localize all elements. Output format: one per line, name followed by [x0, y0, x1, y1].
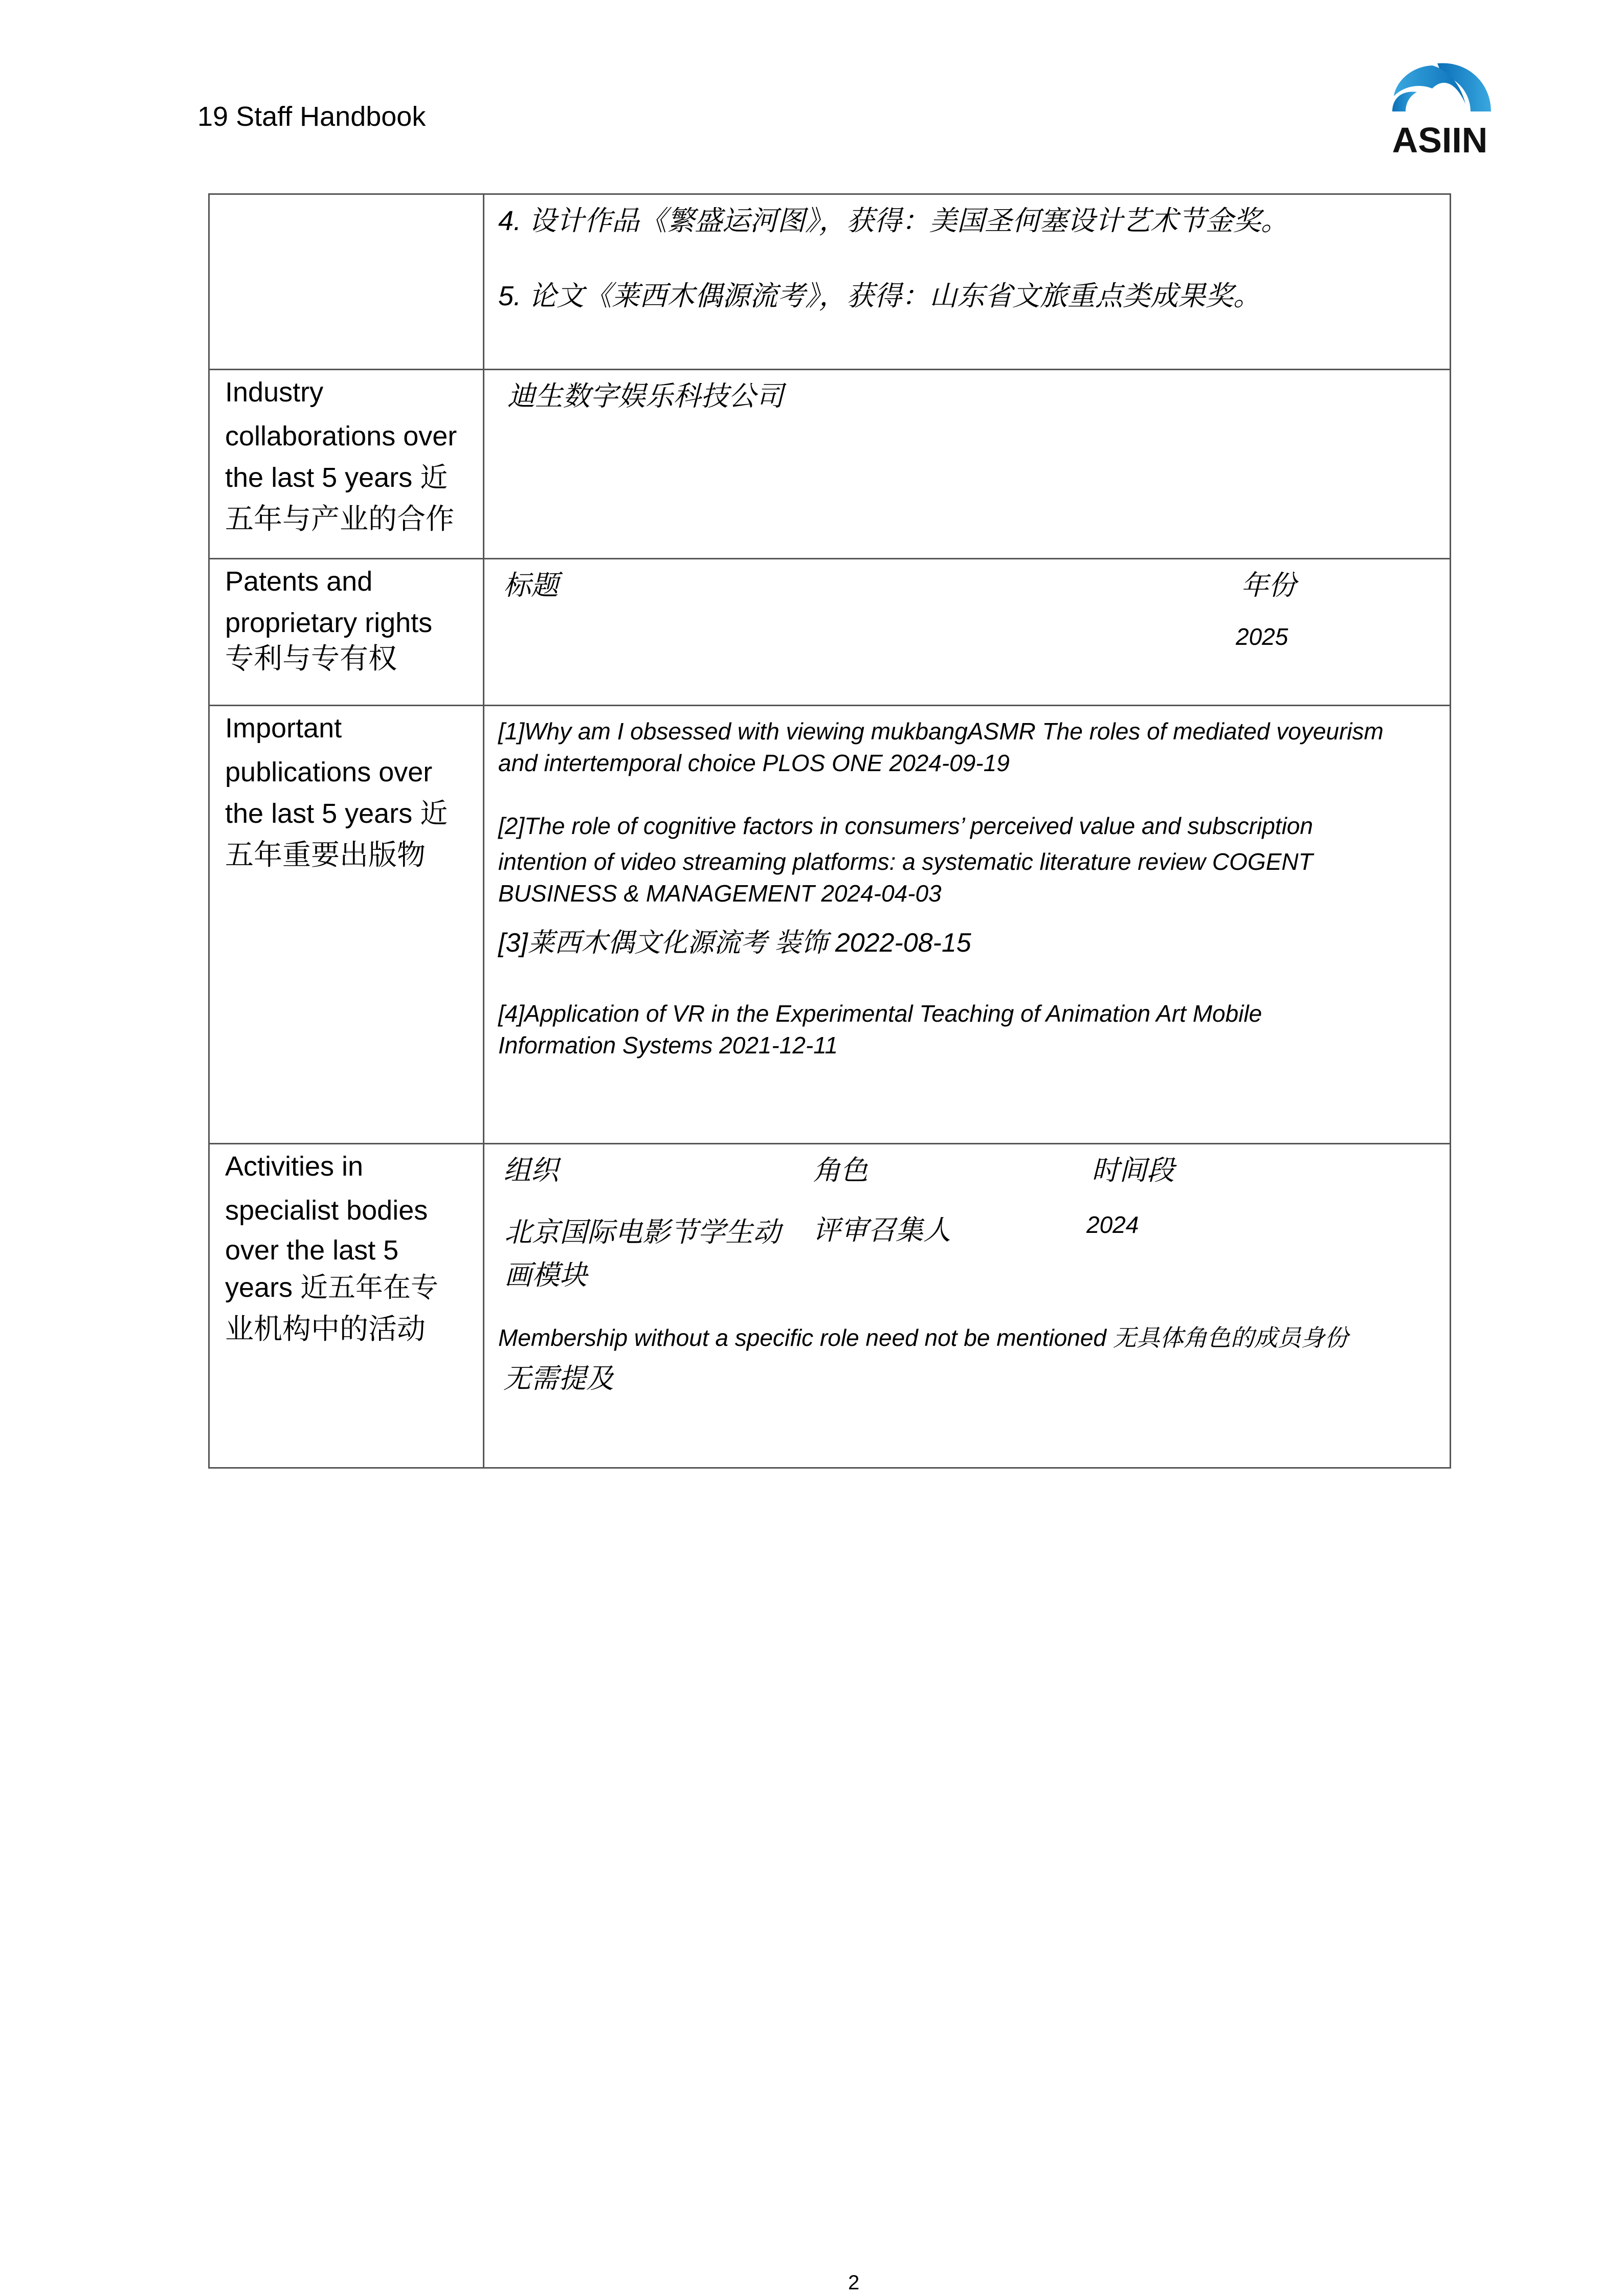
industry-label: [225, 370, 476, 541]
activities-org-value: [504, 1211, 781, 1297]
publication-item: [498, 715, 1434, 779]
table-row-activities: [210, 1143, 1450, 1469]
publication-line: intention of video streaming platforms: a systematic literature review COGENT: [498, 848, 1313, 875]
label-line: Activities in: [225, 1151, 364, 1182]
patents-col-title: 标题: [503, 570, 559, 601]
publication-line: and intertemporal choice PLOS ONE 2024-09-19: [498, 750, 1010, 776]
label-line: the last 5 years 近: [225, 462, 448, 493]
activities-col-role: 角色: [813, 1155, 868, 1186]
publication-line: [3]莱西木偶文化源流考 装饰 2022-08-15: [498, 928, 971, 958]
awards-content: [498, 195, 1434, 369]
label-line: 专利与专有权: [225, 642, 397, 674]
industry-value: 迪生数字娱乐科技公司: [507, 381, 784, 412]
table-row-awards-continued: [210, 195, 1450, 370]
label-line: publications over: [225, 757, 433, 787]
label-line: 业机构中的活动: [225, 1313, 426, 1345]
label-line: over the last 5: [225, 1235, 399, 1266]
activities-period-value: 2024: [1086, 1211, 1139, 1238]
patents-content: [498, 559, 1434, 703]
staff-profile-table: [208, 193, 1451, 1469]
label-line: 五年重要出版物: [225, 839, 426, 871]
patents-year-value: 2025: [1236, 623, 1288, 650]
activities-label: [225, 1144, 476, 1351]
patents-col-year: 年份: [1241, 570, 1296, 601]
activities-col-org: 组织: [503, 1155, 559, 1186]
activities-col-period: 时间段: [1092, 1155, 1174, 1186]
publication-item: [498, 806, 1434, 909]
publication-item: [498, 927, 1434, 959]
table-row-publications: [210, 705, 1450, 1143]
note-line: 无需提及: [503, 1363, 614, 1394]
table-row-industry: [210, 369, 1450, 558]
activities-content: [498, 1144, 1434, 1467]
publication-line: [2]The role of cognitive factors in consumers’ perceived value and subscription: [498, 813, 1313, 839]
label-line: Patents and: [225, 566, 373, 597]
document-header-title: 19 Staff Handbook: [197, 101, 426, 132]
note-line: Membership without a specific role need not be mentioned 无具体角色的成员身份: [498, 1324, 1348, 1351]
label-line: Industry: [225, 377, 324, 408]
publications-content: [498, 706, 1434, 1141]
activities-note: [498, 1317, 1348, 1399]
publication-line: [1]Why am I obsessed with viewing mukbangASMR The roles of mediated voyeurism: [498, 718, 1384, 745]
label-line: 五年与产业的合作: [225, 503, 454, 535]
label-line: specialist bodies: [225, 1195, 428, 1226]
org-line: 画模块: [504, 1260, 587, 1291]
asiin-logo: [1381, 55, 1499, 157]
publications-label: [225, 706, 476, 877]
publication-line: Information Systems 2021-12-11: [498, 1032, 838, 1059]
label-line: collaborations over: [225, 421, 457, 452]
label-line: the last 5 years 近: [225, 798, 448, 829]
label-line: proprietary rights: [225, 607, 433, 638]
asiin-logo-icon: [1381, 55, 1499, 157]
patents-label: [225, 559, 476, 675]
label-line: Important: [225, 713, 342, 744]
publication-line: [4]Application of VR in the Experimental Teaching of Animation Art Mobile: [498, 1000, 1262, 1027]
publication-item: [498, 998, 1434, 1061]
label-line: years 近五年在专: [225, 1272, 439, 1303]
org-line: 北京国际电影节学生动: [504, 1217, 781, 1248]
award-item: 5. 论文《莱西木偶源流考》，获得：山东省文旅重点类成果奖。: [498, 281, 1261, 311]
table-row-patents: [210, 558, 1450, 705]
publication-line: BUSINESS & MANAGEMENT 2024-04-03: [498, 880, 942, 907]
logo-text: ASIIN: [1392, 120, 1488, 157]
activities-role-value: 评审召集人: [813, 1215, 951, 1246]
page-number: 2: [848, 2271, 860, 2294]
award-item: 4. 设计作品《繁盛运河图》，获得：美国圣何塞设计艺术节金奖。: [498, 206, 1289, 236]
